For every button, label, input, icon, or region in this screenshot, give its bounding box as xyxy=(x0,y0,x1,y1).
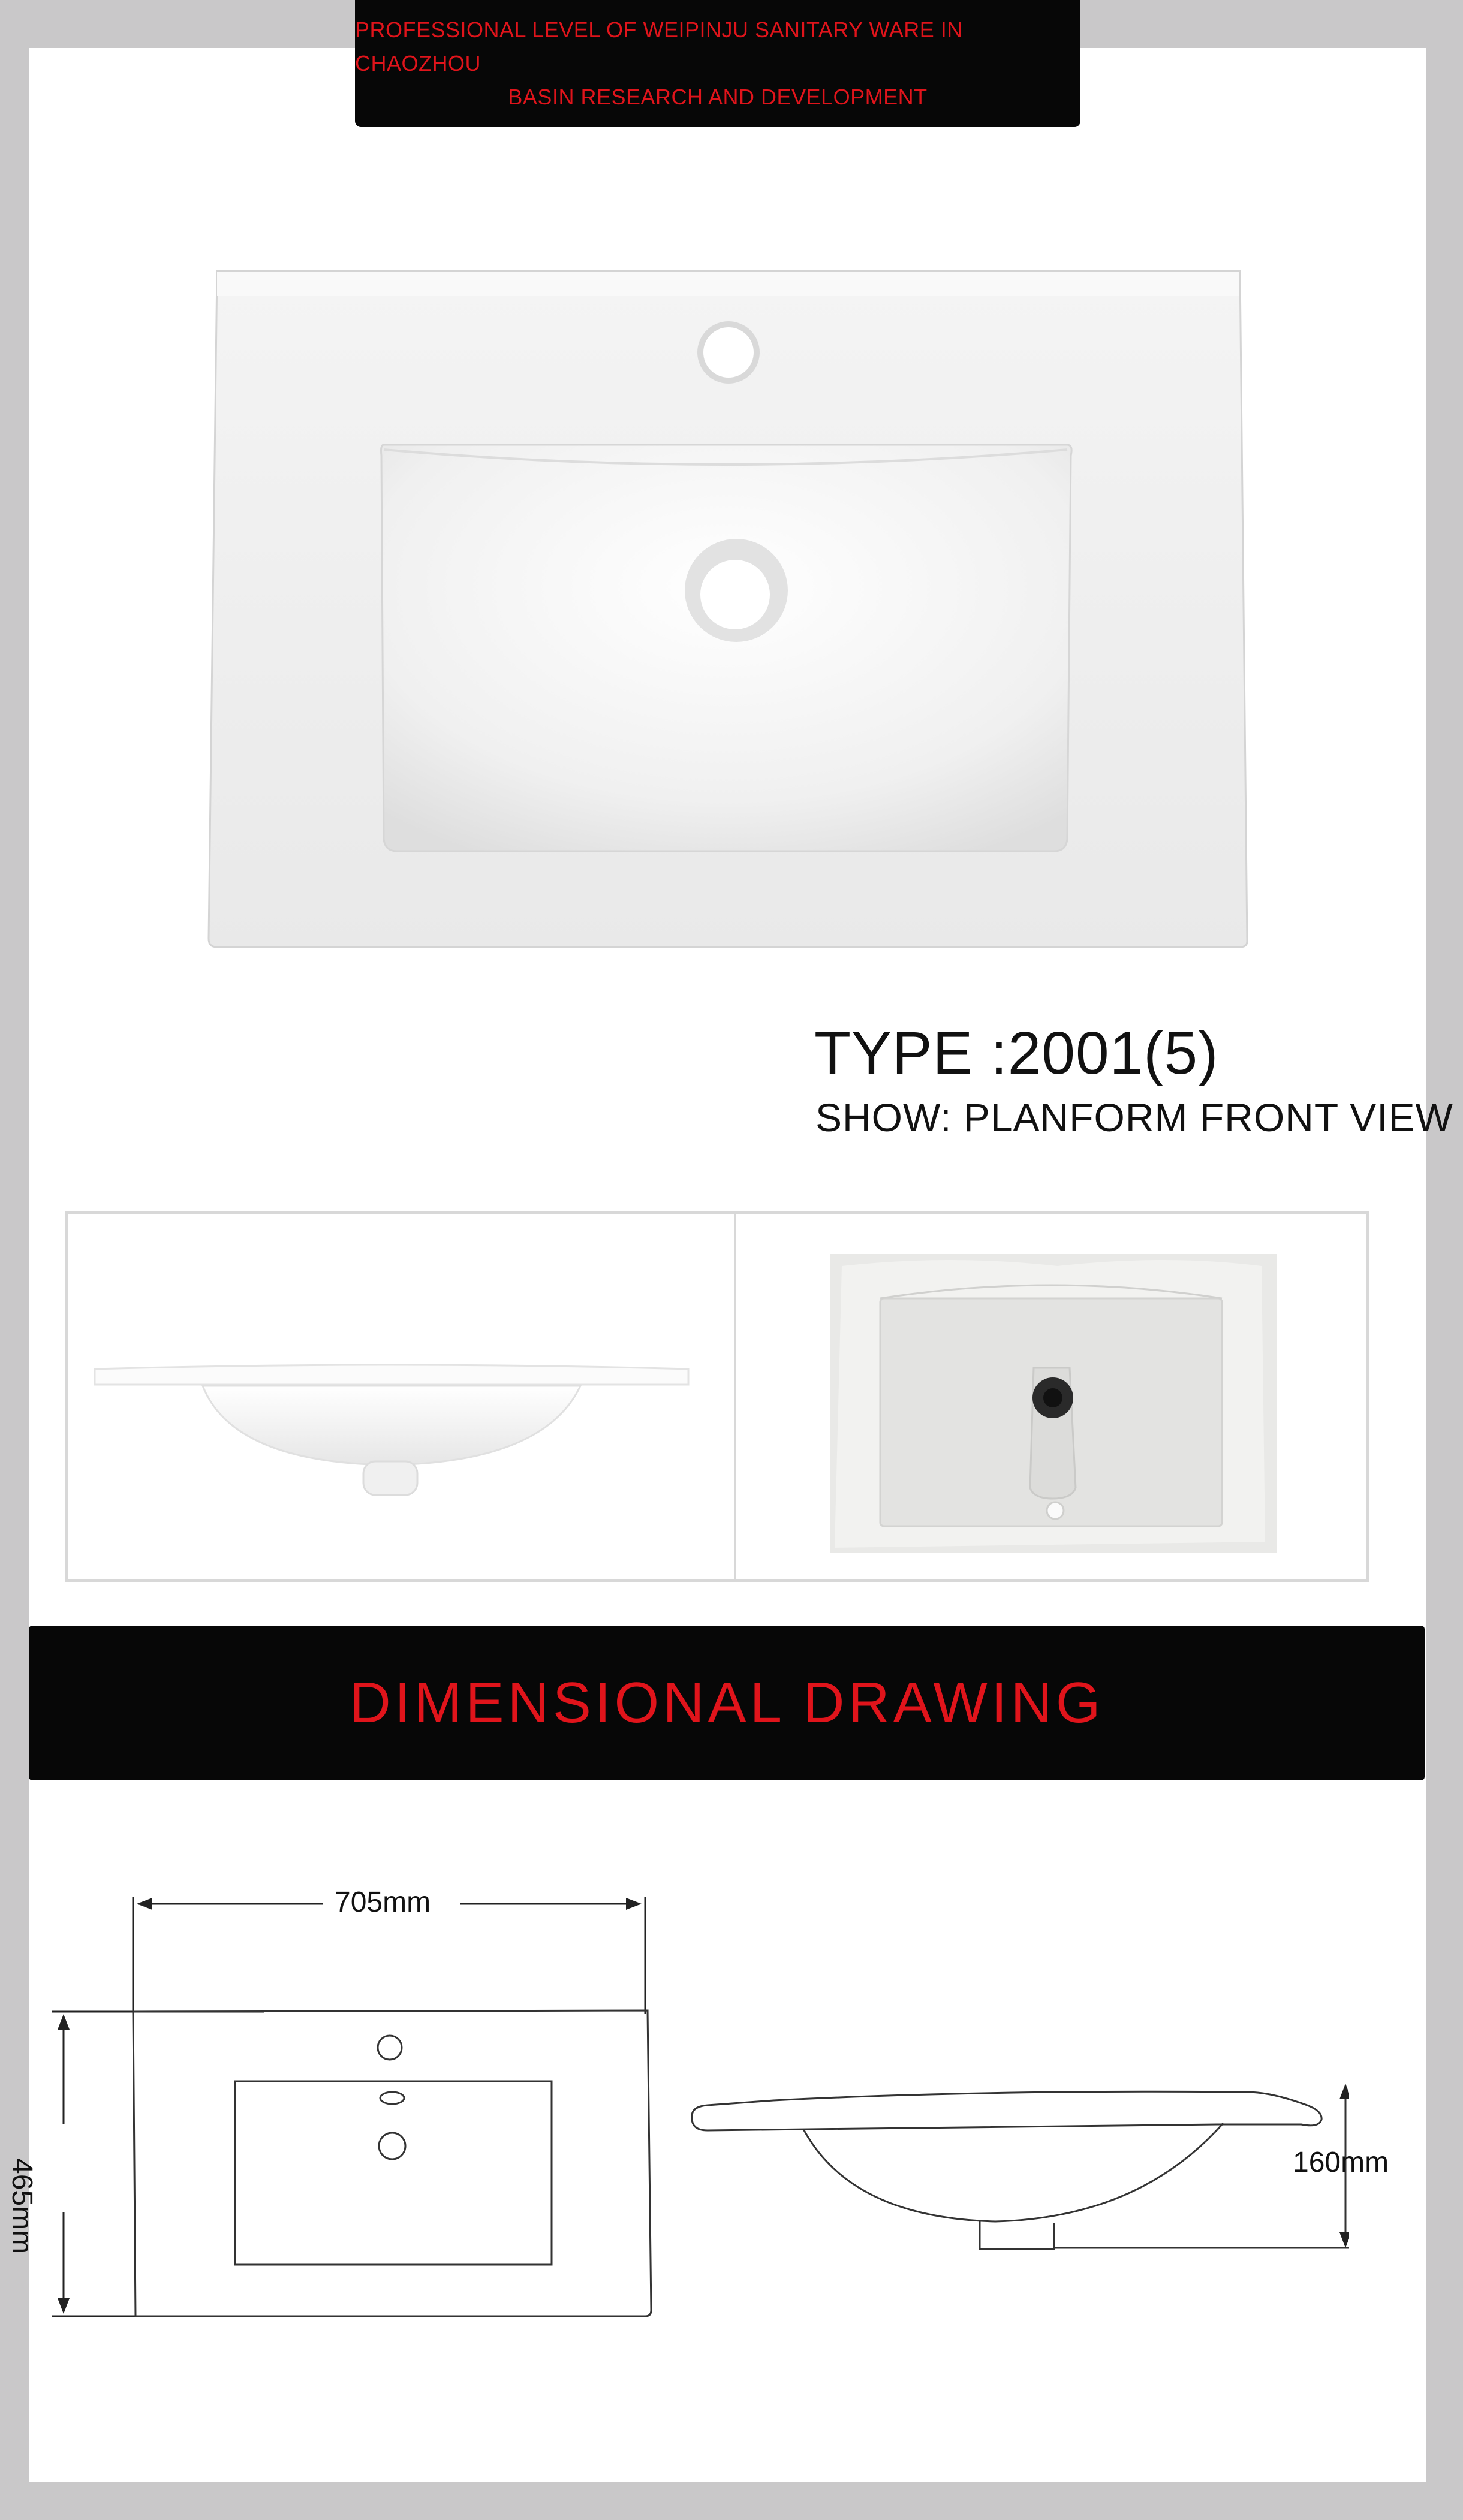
product-type-title: TYPE :2001(5) xyxy=(814,1020,1219,1087)
top-banner xyxy=(355,0,1080,127)
length-dimension-label: 465mm xyxy=(6,2158,38,2254)
section-title: DIMENSIONAL DRAWING xyxy=(349,1671,1104,1735)
width-dimension-label: 705mm xyxy=(335,1886,431,1918)
side-dimension-drawing xyxy=(684,2062,1349,2266)
product-show-label: SHOW: PLANFORM FRONT VIEW xyxy=(815,1095,1453,1140)
height-dimension-label: 160mm xyxy=(1293,2147,1389,2178)
basin-side-view-image xyxy=(89,1343,694,1523)
basin-top-view-image xyxy=(204,252,1253,953)
plan-dimension-drawing xyxy=(36,1876,672,2332)
views-divider xyxy=(734,1214,736,1579)
dimensional-drawing-banner xyxy=(29,1626,1425,1780)
banner-line-2: BASIN RESEARCH AND DEVELOPMENT xyxy=(508,85,928,109)
basin-bottom-view-image xyxy=(830,1254,1277,1553)
banner-line-1: PROFESSIONAL LEVEL OF WEIPINJU SANITARY WARE IN CHAOZHOU xyxy=(355,17,963,76)
